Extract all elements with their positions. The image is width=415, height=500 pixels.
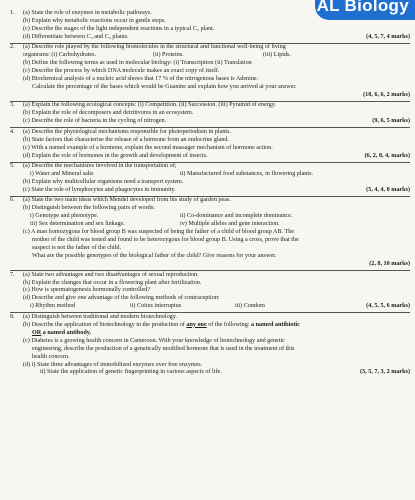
question-subparts: i) Water and Mineral salts ii) Manufactured food substances, in flowering plants. bbox=[30, 171, 314, 178]
marks-row bbox=[23, 261, 410, 269]
question-5 bbox=[10, 163, 410, 195]
marks-allocation: (2, 8, 10 marks) bbox=[369, 261, 410, 268]
question-4 bbox=[10, 129, 410, 161]
question-part: (c) How is spermatogenesis hormonally controlled? bbox=[23, 287, 151, 294]
question-part: (c) With a named example of a hormone, explain the second massager mechanism of hormone action. bbox=[23, 144, 273, 151]
question-number: 3. bbox=[10, 102, 15, 109]
question-6 bbox=[10, 197, 410, 269]
banner-title: AL Biology bbox=[316, 0, 409, 15]
question-part: suspect is not the father of the child. bbox=[32, 245, 122, 252]
question-part: (b) Explain the role of decomposers and detritivores in an ecosystem. bbox=[23, 110, 194, 117]
question-subparts: i) Rhythm method ii) Coitus interruptus iii) Condom (4, 5, 5, 6 marks) bbox=[30, 303, 410, 310]
question-number: 2. bbox=[10, 44, 15, 51]
question-part: (a) Describe the mechanisms involved in the transportation of; bbox=[23, 163, 177, 170]
question-part: health concern. bbox=[32, 353, 70, 360]
question-1 bbox=[10, 10, 410, 42]
question-part: (a) Describe role played by the following biomolecules in the structural and functional well-being of living bbox=[23, 44, 286, 51]
question-part: (b) Distinguish between the following pairs of words: bbox=[23, 205, 155, 212]
question-part: (b) Explain why multicellular organisms need a transport system. bbox=[23, 179, 184, 186]
marks-allocation: (4, 5, 5, 6 marks) bbox=[366, 303, 410, 310]
question-number: 5. bbox=[10, 163, 15, 170]
question-part: (b) Describe the application of biotechnology in the production of any one of the following: a named antibiotic bbox=[23, 321, 300, 328]
question-part: (d) Biochemical analysis of a nucleic acid shows that 17 % of the nitrogenous bases is Adenine. bbox=[23, 76, 259, 83]
question-part: (a) Explain the following ecological concepts: (i) Competition. (ii) Succession. (iii) Pyramid of energy. bbox=[23, 102, 276, 109]
marks-allocation: (4, 5, 7, 4 marks) bbox=[366, 33, 410, 40]
question-part: (a) Distinguish between traditional and modern biotechnology. bbox=[23, 313, 177, 320]
question-part: (c) A man homozygous for blood group B was suspected of being the father of a child of blood group AB. The bbox=[23, 229, 295, 236]
marks-allocation: (9, 6, 5 marks) bbox=[372, 118, 410, 125]
question-part: OR a named antibody. bbox=[32, 329, 92, 336]
question-part: (b) Define the following terms as used in molecular biology: (i) Transcription (ii) Translation bbox=[23, 60, 252, 67]
question-part: (d) Describe and give one advantage of the following methods of contraception: bbox=[23, 295, 220, 302]
question-part: (3, 5, 7, 3, 2 marks) ii) State the application of genetic fingerprinting in various aspects of life. bbox=[40, 369, 410, 376]
question-7 bbox=[10, 272, 410, 312]
question-number: 7. bbox=[10, 271, 15, 278]
marks-allocation: (6, 2, 8, 4, marks) bbox=[364, 152, 410, 159]
marks-row bbox=[23, 92, 410, 100]
question-part: (9, 6, 5 marks) (c) Describe the role of bacteria in the cycling of nitrogen. bbox=[23, 118, 410, 125]
question-subparts: iii) Sex determination and sex linkage. iv) Multiple alleles and gene interaction. bbox=[30, 221, 280, 228]
question-8 bbox=[10, 314, 410, 378]
question-part: (a) State two advantages and two disadvantages of sexual reproduction. bbox=[23, 271, 199, 278]
question-number: 1. bbox=[10, 10, 15, 16]
question-part: mother of the child was tested and found to be heterozygous for blood group B. Using a cross, prove that the bbox=[32, 237, 299, 244]
question-part: engineering, describe the production of a genetically modified hormone that is used in the treatment of this bbox=[32, 345, 295, 352]
question-part: Calculate the percentage of the bases which would be Guanine and explain how you arrived at your answer. bbox=[32, 84, 297, 91]
question-part: (b) Explain why metabolic reactions occur in gentle steps. bbox=[23, 17, 166, 24]
question-part: (b) Explain the changes that occur in a flowering plant after fertilization. bbox=[23, 279, 202, 286]
question-part: (d) i) State three advantages of immobilized enzymes over free enzymes. bbox=[23, 361, 203, 368]
question-number: 4. bbox=[10, 128, 15, 135]
marks-allocation: (5, 4, 4, 8 marks) bbox=[366, 187, 410, 194]
question-part: (6, 2, 8, 4, marks) (d) Explain the role of hormones in the growth and development of insects. bbox=[23, 152, 410, 159]
question-2 bbox=[10, 44, 410, 100]
question-number: 6. bbox=[10, 197, 15, 204]
question-part: (c) Describe the process by which DNA molecule makes an exact copy of itself. bbox=[23, 68, 220, 75]
marks-allocation: (3, 5, 7, 3, 2 marks) bbox=[360, 369, 410, 376]
question-part: (b) State factors that characterise the release of a hormone from an endocrine gland. bbox=[23, 136, 229, 143]
question-sheet bbox=[10, 10, 410, 377]
question-part: (c) Diabetes is a growing health concern in Cameroon. With your knowledge of biotechnology and genetic bbox=[23, 337, 285, 344]
question-subparts: i) Genotype and phenotype. ii) Co-dominance and incomplete dominance. bbox=[30, 213, 293, 220]
question-part: organisms: (i) Carbohydrates. (ii) Proteins. (iii) Lipids. bbox=[23, 52, 291, 59]
question-number: 8. bbox=[10, 313, 15, 320]
question-part: (4, 5, 7, 4 marks) (d) Differentiate between C₃ and C₄ plants. bbox=[23, 33, 410, 40]
question-part: What are the possible genotypes of the biological father of the child? Give reasons for your answer. bbox=[32, 253, 277, 260]
question-part: (5, 4, 4, 8 marks) (c) State the role of lymphocytes and phagocytes in immunity. bbox=[23, 187, 410, 194]
question-part: (c) Describe the stages of the light independent reactions in a typical C₃ plant. bbox=[23, 25, 215, 32]
question-part: (a) Describe the physiological mechanisms responsible for photoperiodism in plants. bbox=[23, 128, 232, 135]
question-part: (a) State the role of enzymes in metabolic pathways. bbox=[23, 10, 152, 16]
marks-allocation: (10, 6, 6, 2 marks) bbox=[363, 92, 410, 99]
question-part: (a) State the two main ideas which Mendel developed from his study of garden peas. bbox=[23, 197, 231, 204]
question-3 bbox=[10, 102, 410, 126]
